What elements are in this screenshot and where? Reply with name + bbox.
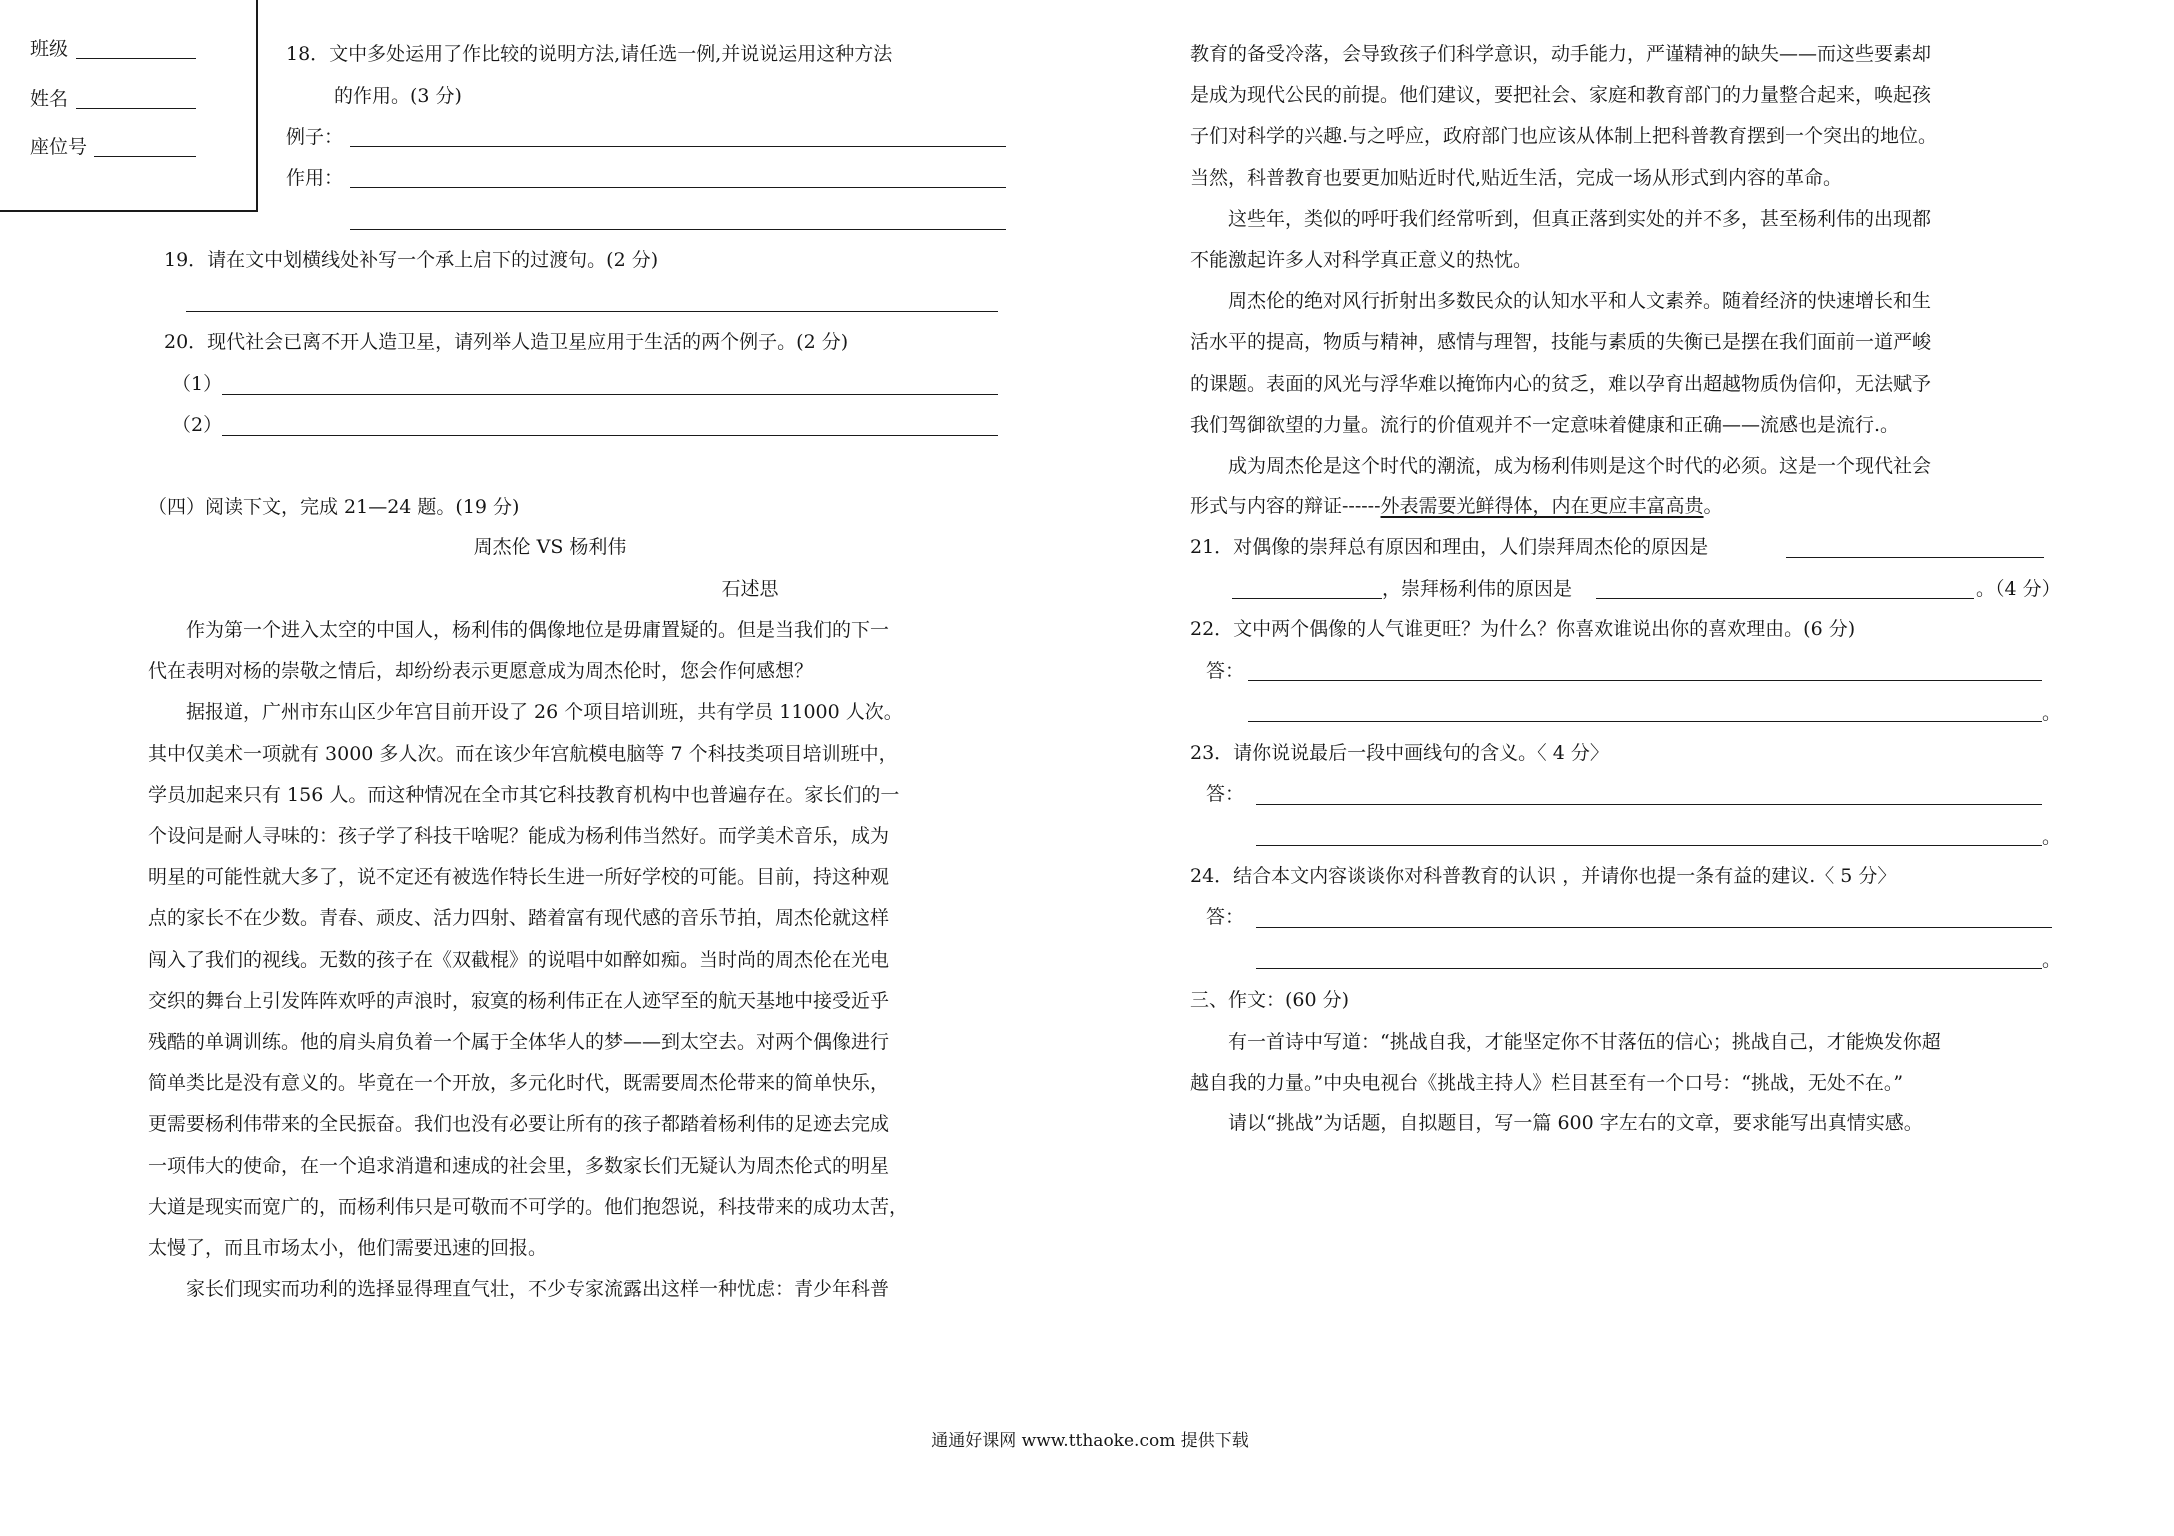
name-label: 姓名	[30, 88, 69, 110]
passage-line: 个设问是耐人寻味的：孩子学了科技干啥呢？能成为杨利伟当然好。而学美术音乐，成为	[148, 825, 890, 847]
q21-answer-line-2[interactable]	[1232, 598, 1382, 599]
q18-effect-answer-line[interactable]	[350, 187, 1006, 188]
passage-line: 当然，科普教育也要更加贴近时代,贴近生活，完成一场从形式到内容的革命。	[1190, 166, 1843, 189]
passage-line: 大道是现实而宽广的，而杨利伟只是可敬而不可学的。他们抱怨说，科技带来的成功太苦，	[148, 1195, 909, 1218]
q18-example-label: 例子：	[286, 126, 344, 148]
q22-answer-line-1[interactable]	[1248, 680, 2042, 681]
q18-line2: 的作用。(3 分)	[334, 85, 462, 107]
passage-line: 其中仅美术一项就有 3000 多人次。而在该少年宫航模电脑等 7 个科技类项目培训班中，	[148, 742, 898, 765]
last-line-prefix: 形式与内容的辩证------	[1190, 495, 1381, 517]
passage-line: 不能激起许多人对科学真正意义的热忱。	[1190, 249, 1533, 271]
q23-answer-line-2[interactable]	[1256, 845, 2042, 846]
passage-line: 太慢了，而且市场太小，他们需要迅速的回报。	[148, 1237, 548, 1259]
passage-line: 点的家长不在少数。青春、顽皮、活力四射、踏着富有现代感的音乐节拍，周杰伦就这样	[148, 907, 890, 930]
passage-line: 周杰伦的绝对风行折射出多数民众的认知水平和人文素养。随着经济的快速增长和生	[1190, 290, 1932, 313]
q23-answer-label: 答：	[1206, 783, 1245, 805]
underlined-sentence: 外表需要光鲜得体，内在更应丰富高贵	[1380, 495, 1704, 517]
passage-line: 的课题。表面的风光与浮华难以掩饰内心的贫乏，难以孕育出超越物质伪信仰，无法赋予	[1190, 372, 1932, 395]
class-field[interactable]	[76, 58, 196, 59]
passage-line: 交织的舞台上引发阵阵欢呼的声浪时，寂寞的杨利伟正在人迹罕至的航天基地中接受近乎	[148, 989, 890, 1012]
q21-answer-line-1[interactable]	[1786, 557, 2044, 558]
q22-answer-label: 答：	[1206, 660, 1245, 682]
q24-answer-label: 答：	[1206, 906, 1245, 928]
essay-heading: 三、作文：(60 分)	[1190, 989, 1350, 1011]
q23-text: 23．请你说说最后一段中画线句的含义。〈 4 分〉	[1190, 742, 1609, 764]
q23-end: 。	[2042, 826, 2062, 848]
footer-source: 通通好课网 www.tthaoke.com 提供下载	[931, 1431, 1249, 1451]
passage-line: 成为周杰伦是这个时代的潮流，成为杨利伟则是这个时代的必须。这是一个现代社会	[1190, 455, 1932, 477]
q19-text: 19．请在文中划横线处补写一个承上启下的过渡句。(2 分)	[164, 249, 659, 271]
essay-line3: 请以“挑战”为话题，自拟题目，写一篇 600 字左右的文章，要求能写出真情实感。	[1190, 1112, 1923, 1134]
passage-author: 石述思	[721, 578, 779, 600]
q20-item2-label: （2）	[172, 414, 223, 436]
q21-end: 。（4 分）	[1976, 578, 2061, 600]
q21-text2: ，崇拜杨利伟的原因是	[1382, 578, 1573, 600]
passage-line: 据报道，广州市东山区少年宫目前开设了 26 个项目培训班，共有学员 11000 人次。	[148, 701, 903, 724]
q22-end: 。	[2042, 702, 2062, 724]
q20-item2-answer-line[interactable]	[222, 435, 998, 436]
q24-end: 。	[2042, 949, 2062, 971]
passage-line: 明星的可能性就大多了，说不定还有被选作特长生进一所好学校的可能。目前，持这种观	[148, 866, 890, 889]
q20-item1-answer-line[interactable]	[222, 394, 998, 395]
q21-answer-line-3[interactable]	[1596, 598, 1974, 599]
q21-text1: 21．对偶像的崇拜总有原因和理由，人们崇拜周杰伦的原因是	[1190, 536, 1709, 558]
section4-heading: （四）阅读下文，完成 21—24 题。(19 分)	[148, 496, 520, 518]
passage-line: 一项伟大的使命，在一个追求消遣和速成的社会里，多数家长们无疑认为周杰伦式的明星	[148, 1154, 890, 1177]
q20-item1-label: （1）	[172, 373, 223, 395]
q18-line1: 18．文中多处运用了作比较的说明方法,请任选一例,并说说运用这种方法	[286, 43, 893, 65]
passage-line: 更需要杨利伟带来的全民振奋。我们也没有必要让所有的孩子都踏着杨利伟的足迹去完成	[148, 1113, 890, 1136]
passage-line: 残酷的单调训练。他的肩头肩负着一个属于全体华人的梦——到太空去。对两个偶像进行	[148, 1031, 890, 1053]
passage-line: 家长们现实而功利的选择显得理直气壮，不少专家流露出这样一种忧虑：青少年科普	[148, 1278, 890, 1301]
essay-line1: 有一首诗中写道：“挑战自我，才能坚定你不甘落伍的信心；挑战自己，才能焕发你超	[1190, 1031, 1941, 1053]
passage-line: 活水平的提高，物质与精神，感情与理智，技能与素质的失衡已是摆在我们面前一道严峻	[1190, 331, 1932, 354]
passage-line: 简单类比是没有意义的。毕竟在一个开放，多元化时代，既需要周杰伦带来的简单快乐，	[148, 1072, 890, 1095]
passage-line: 子们对科学的兴趣.与之呼应，政府部门也应该从体制上把科普教育摆到一个突出的地位。	[1190, 125, 1938, 148]
passage-line: 教育的备受冷落，会导致孩子们科学意识，动手能力，严谨精神的缺失——而这些要素却	[1190, 43, 1932, 65]
q20-text: 20．现代社会已离不开人造卫星，请列举人造卫星应用于生活的两个例子。(2 分)	[164, 331, 849, 353]
q24-text: 24．结合本文内容谈谈你对科普教育的认识 ，并请你也提一条有益的建议.〈 5 分〉	[1190, 865, 1897, 887]
passage-line: 作为第一个进入太空的中国人，杨利伟的偶像地位是毋庸置疑的。但是当我们的下一	[148, 619, 890, 641]
q24-answer-line-1[interactable]	[1256, 927, 2052, 928]
name-field[interactable]	[76, 108, 196, 109]
passage-title: 周杰伦 VS 杨利伟	[473, 536, 627, 558]
seat-field[interactable]	[94, 156, 196, 157]
class-label: 班级	[30, 38, 69, 60]
passage-line: 这些年，类似的呼吁我们经常听到，但真正落到实处的并不多，甚至杨利伟的出现都	[1190, 207, 1932, 230]
seat-label: 座位号	[30, 136, 88, 158]
q18-effect-label: 作用：	[286, 167, 344, 189]
right-passage-last-line	[1190, 493, 1723, 519]
q18-example-answer-line[interactable]	[350, 146, 1006, 147]
last-line-suffix: 。	[1703, 495, 1723, 517]
q24-answer-line-2[interactable]	[1256, 968, 2042, 969]
q19-answer-line[interactable]	[186, 311, 998, 312]
q22-text: 22．文中两个偶像的人气谁更旺？为什么？你喜欢谁说出你的喜欢理由。(6 分)	[1190, 618, 1856, 640]
q23-answer-line-1[interactable]	[1256, 804, 2042, 805]
essay-line2: 越自我的力量。”中央电视台《挑战主持人》栏目甚至有一个口号：“挑战，无处不在。”	[1190, 1072, 1904, 1094]
passage-line: 我们驾御欲望的力量。流行的价值观并不一定意味着健康和正确——流感也是流行.。	[1190, 413, 1900, 436]
passage-line: 闯入了我们的视线。无数的孩子在《双截棍》的说唱中如醉如痴。当时尚的周杰伦在光电	[148, 948, 890, 971]
passage-line: 学员加起来只有 156 人。而这种情况在全市其它科技教育机构中也普遍存在。家长们的一	[148, 783, 900, 806]
q22-answer-line-2[interactable]	[1248, 721, 2042, 722]
passage-line: 是成为现代公民的前提。他们建议，要把社会、家庭和教育部门的力量整合起来，唤起孩	[1190, 84, 1932, 107]
q18-effect-answer-line-2[interactable]	[350, 229, 1006, 230]
passage-line: 代在表明对杨的崇敬之情后，却纷纷表示更愿意成为周杰伦时，您会作何感想？	[148, 660, 814, 683]
